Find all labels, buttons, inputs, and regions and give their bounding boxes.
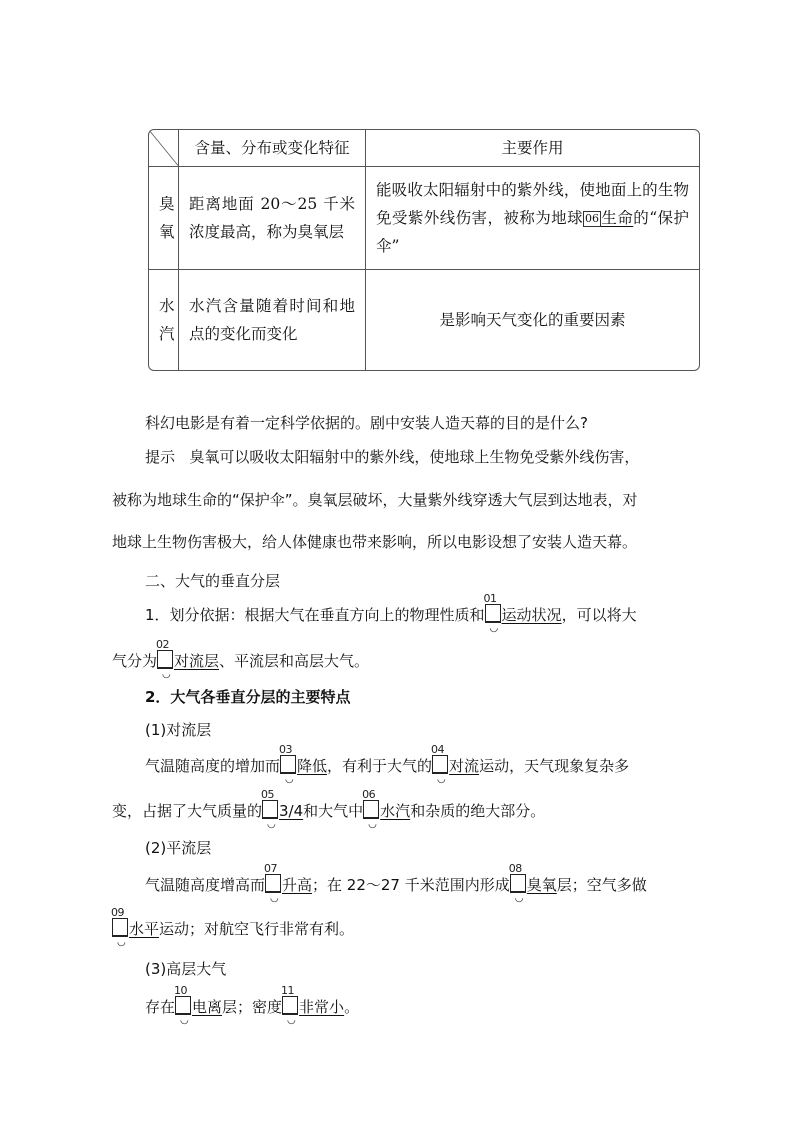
- blank-10: 10 ◡: [175, 996, 192, 1016]
- blank-06: 06 ◡: [363, 800, 380, 820]
- blank-04: 04 ◡: [432, 755, 449, 775]
- blank-01: 01 ◡: [485, 604, 502, 624]
- answer-text: 非常小: [299, 998, 345, 1016]
- hint-label: 提示: [145, 448, 176, 466]
- tropo-line1: 气温随高度的增加而 03 ◡ 降低，有利于大气的 04 ◡ 对流运动，天气现象复杂多: [145, 743, 630, 785]
- tropo-line2: 变，占据了大气质量的 05 ◡ 3/4和大气中 06 ◡ 水汽和杂质的绝大部分。: [112, 788, 546, 830]
- answer-text: 3/4: [279, 802, 304, 820]
- blank-08: 08 ◡: [510, 874, 527, 894]
- upper-atmosphere-title: (3)高层大气: [145, 960, 227, 978]
- table-row-vapor: [149, 269, 699, 370]
- answer-text: 水平: [129, 920, 160, 938]
- vapor-feature: 水汽含量随着时间和地点的变化而变化: [179, 269, 366, 370]
- upper-line1: 存在 10 ◡ 电离层；密度 11 ◡ 非常小。: [145, 984, 360, 1026]
- table-row-ozone: [149, 166, 699, 269]
- section-title: 二、大气的垂直分层: [145, 572, 281, 590]
- answer-text: 升高: [282, 876, 313, 894]
- question-text: 科幻电影是有着一定科学依据的。剧中安装人造天幕的目的是什么?: [145, 414, 588, 432]
- answer-text: 臭氧: [526, 876, 557, 894]
- blank-marker: 06: [585, 211, 599, 225]
- blank-11: 11 ◡: [282, 996, 299, 1016]
- vapor-role: 是影响天气变化的重要因素: [366, 269, 700, 370]
- header-role: 主要作用: [366, 130, 700, 166]
- ozone-feature: 距离地面 20～25 千米浓度最高，称为臭氧层: [179, 166, 366, 269]
- hint-line-1: 提示 臭氧可以吸收太阳辐射中的紫外线，使地球上生物免受紫外线伤害，: [145, 448, 640, 466]
- blank-07: 07 ◡: [265, 874, 282, 894]
- atmosphere-components-table: [148, 129, 700, 371]
- blank-03: 03 ◡: [280, 755, 297, 775]
- diagonal-header-cell: [149, 130, 179, 166]
- item2-title: 2．大气各垂直分层的主要特点: [145, 688, 351, 706]
- item1-line1: 1．划分依据：根据大气在垂直方向上的物理性质和 01 ◡ 运动状况，可以将大: [145, 592, 637, 634]
- blank-09: 09 ◡: [112, 918, 129, 938]
- stratosphere-title: (2)平流层: [145, 839, 212, 857]
- header-feature: 含量、分布或变化特征: [179, 130, 366, 166]
- blank-05: 05 ◡: [262, 800, 279, 820]
- table-header-row: [149, 130, 699, 166]
- answer-text: 生命: [601, 208, 634, 227]
- ozone-name: 臭氧: [149, 166, 179, 269]
- answer-text: 电离: [192, 998, 223, 1016]
- ozone-role: 能吸收太阳辐射中的紫外线，使地面上的生物免受紫外线伤害，被称为地球 06 生命的“保护伞”: [366, 166, 700, 269]
- item1-line2: 气分为 02 ◡ 对流层、平流层和高层大气。: [112, 638, 370, 680]
- answer-text: 对流层: [174, 652, 220, 670]
- answer-text: 降低: [297, 757, 328, 775]
- strato-line2: 09 ◡ 水平运动；对航空飞行非常有利。: [111, 906, 355, 948]
- answer-text: 水汽: [380, 802, 411, 820]
- troposphere-title: (1)对流层: [145, 721, 212, 739]
- answer-text: 运动状况: [501, 606, 562, 624]
- answer-text: 对流: [449, 757, 480, 775]
- hint-line-2: 被称为地球生命的“保护伞”。臭氧层破坏，大量紫外线穿透大气层到达地表，对: [112, 491, 638, 509]
- vapor-name: 水汽: [149, 269, 179, 370]
- blank-02: 02 ◡: [157, 650, 174, 670]
- hint-line-3: 地球上生物伤害极大，给人体健康也带来影响，所以电影设想了安装人造天幕。: [112, 533, 638, 551]
- strato-line1: 气温随高度增高而 07 ◡ 升高；在 22～27 千米范围内形成 08 ◡ 臭氧层；空气多做: [145, 862, 647, 904]
